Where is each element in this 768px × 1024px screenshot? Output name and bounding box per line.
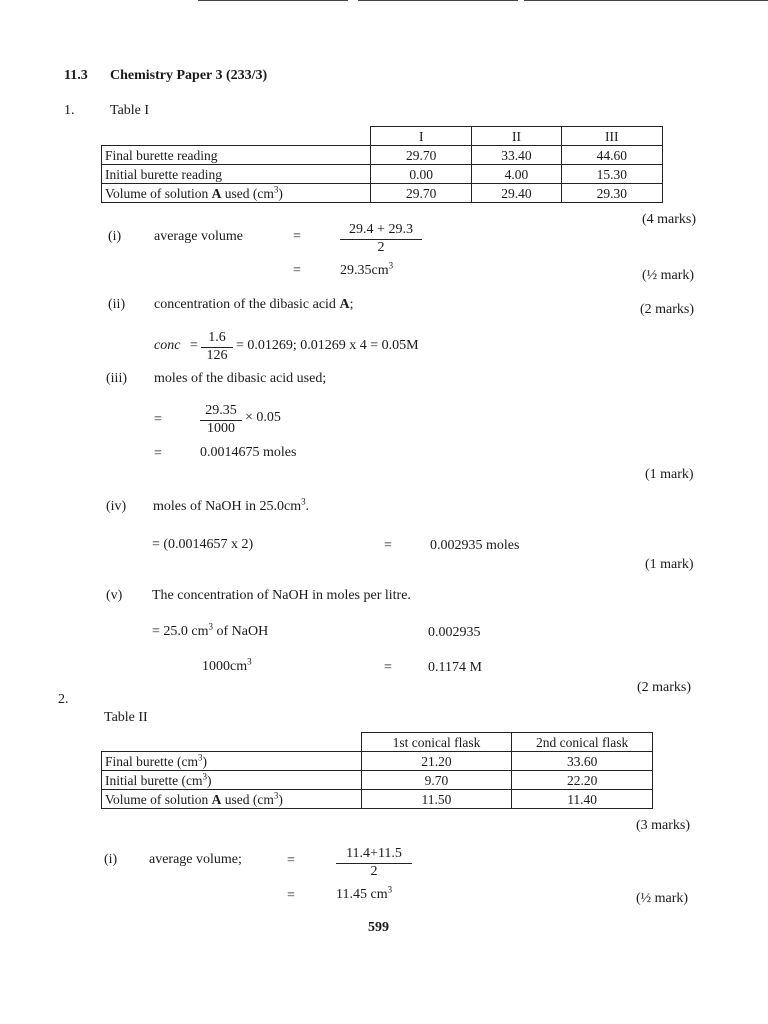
table-1-row-label: Volume of solution A used $(cm^3)$ — [102, 184, 371, 203]
table-2-row-label: Volume of solution A used $(cm^3)$ — [102, 790, 362, 809]
q1-iii-denominator: 1000 — [207, 421, 235, 436]
q1-ii-fraction — [201, 330, 233, 364]
q1-v-number: (v) — [106, 588, 123, 603]
q1-iii-numerator: 29.35 — [200, 403, 242, 421]
table-2-row-label: Initial burette $(cm^3)$ — [102, 771, 362, 790]
q1-iv-result: 0.002935 moles — [430, 538, 520, 553]
q2-i-equals-2: = — [287, 888, 295, 903]
q1-i-result: $29.35cm^3$ — [340, 260, 394, 278]
q1-v-equals: = — [384, 660, 392, 675]
q2-i-equals: = — [287, 853, 295, 868]
table-cell: 4.00 — [472, 165, 561, 184]
q2-i-number: (i) — [104, 852, 118, 867]
q1-ii-numerator: 1.6 — [201, 330, 233, 348]
top-rule-mid — [358, 0, 518, 1]
q1-i-marks: (½ mark) — [642, 268, 695, 283]
q1-i-denominator: 2 — [377, 240, 385, 255]
table-row — [102, 165, 663, 184]
q1-v-text: The concentration of NaOH in moles per litre. — [152, 588, 411, 603]
q1-iii-result: 0.0014675 moles — [200, 445, 297, 460]
q1-v-value-1: 0.002935 — [428, 625, 481, 640]
q1-iv-marks: (1 mark) — [645, 557, 694, 572]
q1-v-marks: (2 marks) — [637, 680, 692, 695]
q2-i-marks: (½ mark) — [636, 891, 689, 906]
q1-iii-multiplier: × 0.05 — [245, 410, 281, 425]
q1-iii-text: moles of the dibasic acid used; — [154, 371, 327, 386]
table-2-header-row — [102, 733, 653, 752]
q1-i-fraction — [340, 222, 422, 256]
table-cell: 29.70 — [370, 146, 471, 165]
q1-iii-equals: = — [154, 412, 162, 427]
q1-i-text: average volume — [154, 229, 244, 244]
q1-i-numerator: 29.4 + 29.3 — [340, 222, 422, 240]
table-2-label: Table II — [104, 710, 148, 725]
table-1-row-label: Final burette reading — [102, 146, 371, 165]
q1-ii-calculation: = 0.01269; 0.01269 x 4 = 0.05M — [236, 338, 419, 353]
table-cell: 11.40 — [512, 790, 653, 809]
table-2-marks: (3 marks) — [636, 818, 691, 833]
q1-ii-marks: (2 marks) — [640, 302, 695, 317]
table-1-header-row — [102, 127, 663, 146]
q2-i-result: 11.45 $cm^3$ — [336, 884, 393, 902]
table-1-row-label: Initial burette reading — [102, 165, 371, 184]
q1-ii-conc-equals: = — [190, 338, 198, 353]
table-row — [102, 184, 663, 203]
table-cell: 29.40 — [472, 184, 561, 203]
q1-iii-marks: (1 mark) — [645, 467, 694, 482]
q2-i-text: average volume; — [149, 852, 242, 867]
table-1-label: Table I — [110, 103, 150, 118]
q1-iii-fraction — [200, 403, 242, 437]
table-row — [102, 146, 663, 165]
q1-iv-equals: = — [384, 538, 392, 553]
table-2 — [101, 732, 653, 809]
q1-v-line-1: = 25.0 $cm^3$ of NaOH — [152, 621, 269, 639]
table-1-header: II — [472, 127, 561, 146]
q1-iv-number: (iv) — [106, 499, 127, 514]
q2-i-numerator: 11.4+11.5 — [336, 846, 412, 864]
q2-i-fraction — [336, 846, 412, 880]
section-title: Chemistry Paper 3 (233/3) — [110, 68, 268, 83]
q1-iv-text: moles of NaOH in $25.0cm^3$. — [153, 496, 310, 514]
table-cell: 11.50 — [361, 790, 512, 809]
top-rule-right — [524, 0, 768, 1]
table-1-header: I — [370, 127, 471, 146]
q1-v-result: 0.1174 M — [428, 660, 482, 675]
table-row — [102, 790, 653, 809]
question-2-number: 2. — [58, 692, 69, 707]
table-2-header: 1st conical flask — [361, 733, 512, 752]
table-cell: 22.20 — [512, 771, 653, 790]
table-cell: 44.60 — [561, 146, 662, 165]
table-row — [102, 771, 653, 790]
table-row — [102, 752, 653, 771]
q1-ii-number: (ii) — [108, 297, 126, 312]
table-cell: 21.20 — [361, 752, 512, 771]
table-1-header: III — [561, 127, 662, 146]
table-cell: 0.00 — [370, 165, 471, 184]
q1-iii-number: (iii) — [106, 371, 127, 386]
table-2-header: 2nd conical flask — [512, 733, 653, 752]
section-number: 11.3 — [64, 68, 88, 83]
page-number: 599 — [368, 920, 389, 935]
q1-i-number: (i) — [108, 229, 122, 244]
q1-ii-text: concentration of the dibasic acid A; — [154, 297, 354, 312]
table-1 — [101, 126, 663, 203]
q1-i-equals-2: = — [293, 263, 301, 278]
q1-i-equals: = — [293, 229, 301, 244]
q1-ii-denominator: 126 — [206, 348, 228, 363]
table-cell: 29.70 — [370, 184, 471, 203]
question-1-number: 1. — [64, 103, 75, 118]
table-cell: 33.60 — [512, 752, 653, 771]
top-rule-left — [198, 0, 348, 1]
q1-iv-expression: = (0.0014657 x 2) — [152, 537, 254, 552]
table-cell: 15.30 — [561, 165, 662, 184]
table-cell: 33.40 — [472, 146, 561, 165]
q1-v-line-2: $1000cm^3$ — [202, 656, 252, 674]
q2-i-denominator: 2 — [370, 864, 378, 879]
table-1-marks: (4 marks) — [642, 212, 697, 227]
table-2-row-label: Final burette $(cm^3)$ — [102, 752, 362, 771]
table-cell: 9.70 — [361, 771, 512, 790]
table-cell: 29.30 — [561, 184, 662, 203]
q1-ii-conc-label: conc — [154, 338, 181, 353]
q1-iii-equals-2: = — [154, 446, 162, 461]
